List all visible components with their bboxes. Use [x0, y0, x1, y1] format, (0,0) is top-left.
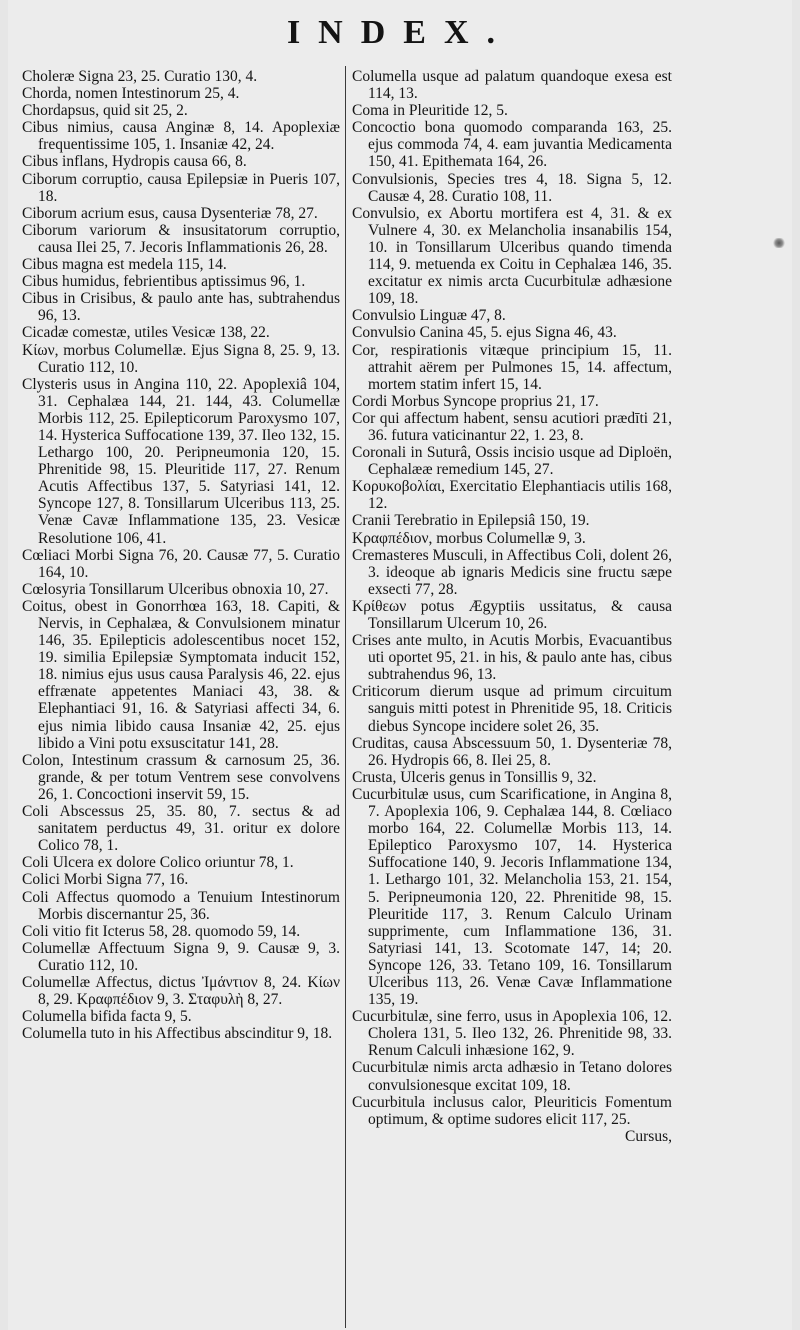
index-entry: Coli Abscessus 25, 35. 80, 7. sectus & ad sanitatem perductus 49, 31. oritur ex dolore Colico 78, 1.	[22, 803, 340, 855]
index-entry: Columellæ Affectuum Signa 9, 9. Causæ 9, 3. Curatio 112, 10.	[22, 939, 340, 974]
index-entry: Cucurbitula inclusus calor, Pleuriticis Fomentum optimum, & optime sudores elicit 117, 25.	[352, 1093, 672, 1128]
index-entry: Coronali in Suturâ, Ossis incisio usque ad Diploën, Cephalææ remedium 145, 27.	[352, 444, 672, 479]
index-entry: Ciborum acrium esus, causa Dysenteriæ 78, 27.	[22, 204, 318, 222]
index-entry: Cremasteres Musculi, in Affectibus Coli, dolent 26, 3. ideoque ab ignaris Medicis sine fructu sæpe exsecti 77, 28.	[352, 546, 672, 598]
column-divider	[345, 66, 346, 1328]
index-entry: Coli Ulcera ex dolore Colico oriuntur 78, 1.	[22, 854, 294, 872]
index-entry: Cor qui affectum habent, sensu acutiori prædīti 21, 36. futura vaticinantur 22, 1. 23, 8.	[352, 409, 672, 444]
index-entry: Columellæ Affectus, dictus Ἰμάντιον 8, 24. Κίων 8, 29. Κραφπέδιον 9, 3. Σταφυλὴ 8, 27.	[22, 973, 340, 1009]
index-entry: Cicadæ comestæ, utiles Vesicæ 138, 22.	[22, 324, 270, 342]
index-entry: Cœliaci Morbi Signa 76, 20. Causæ 77, 5. Curatio 164, 10.	[22, 546, 340, 581]
index-entry: Cœlosyria Tonsillarum Ulceribus obnoxia 10, 27.	[22, 580, 329, 598]
index-entry: Chorda, nomen Intestinorum 25, 4.	[22, 85, 240, 103]
index-entry: Clysteris usus in Angina 110, 22. Apoplexiâ 104, 31. Cephalæa 144, 21. 144, 43. Columellæ Morbis 112, 25. Epilepticorum Paroxysmo 107, 14. Hysterica Suffocatione 139, 37. Ileo 132, 15. Lethargo 100, 20. Peripneumonia 120, 15. Phrenitide 98, 15. Pleuritide 117, 27. Renum Acutis Affectibus 137, 5. Satyriasi 141, 12. Syncope 127, 8. Tonsillarum Ulceribus 113, 25. Venæ Cavæ Inflammatione 135, 23. Vesicæ Resolutione 106, 41.	[22, 375, 340, 547]
index-entry: Colon, Intestinum crassum & carnosum 25, 36. grande, & per totum Ventrem sese convolvens 26, 1. Concoctioni inservit 59, 15.	[22, 751, 340, 803]
index-entry: Cruditas, causa Abscessuum 50, 1. Dysenteriæ 78, 26. Hydropis 66, 8. Ilei 25, 8.	[352, 734, 672, 769]
index-entry: Columella tuto in his Affectibus abscinditur 9, 18.	[22, 1025, 333, 1043]
index-entry: Choleræ Signa 23, 25. Curatio 130, 4.	[22, 68, 258, 85]
index-entry: Coma in Pleuritide 12, 5.	[352, 102, 508, 120]
index-entry: Cibus inflans, Hydropis causa 66, 8.	[22, 153, 247, 171]
index-entry: Coitus, obest in Gonorrhœa 163, 18. Capiti, & Nervis, in Cephalæa, & Convulsionem minatur 146, 35. Epilepticis adolescentibus nocet 152, 19. similia Epilepsiæ Symptomata inducit 152, 18. nimius ejus usus causa Paralysis 46, 22. ejus effrænate appetentes Maniaci 43, 38. & Elephantiaci 91, 16. & Satyriasi affecti 34, 6. ejus nimia libido causa Insaniæ 42, 25. ejus libido a Vini potu exsuscitatur 141, 28.	[22, 597, 340, 752]
index-entry: Crises ante multo, in Acutis Morbis, Evacuantibus uti oportet 95, 21. in his, & paulo ante has, cibus subtrahendus 96, 13.	[352, 632, 672, 684]
index-entry: Columella usque ad palatum quandoque exesa est 114, 13.	[352, 68, 672, 103]
index-entry: Convulsio Canina 45, 5. ejus Signa 46, 43.	[352, 324, 617, 342]
index-entry: Convulsio Linguæ 47, 8.	[352, 307, 506, 325]
index-entry: Cibus humidus, febrientibus aptissimus 96, 1.	[22, 273, 306, 291]
index-entry: Cucurbitulæ usus, cum Scarificatione, in Angina 8, 7. Apoplexia 106, 9. Cephalæa 144, 8. Cœliaco morbo 164, 22. Columellæ Morbis 113, 14. Epileptico Paroxysmo 107, 14. Hysterica Suffocatione 140, 9. Jecoris Inflammatione 134, 1. Lethargo 101, 32. Melancholia 153, 21. 154, 5. Peripneumonia 120, 22. Phrenitide 98, 15. Pleuritide 117, 3. Renum Calculo Urinam supprimente, cum Inflammatione 136, 31. Satyriasi 141, 13. Scotomate 147, 14; 20. Syncope 126, 33. Tetano 109, 16. Tonsillarum Ulceribus 113, 26. Venæ Cavæ Inflammatione 135, 19.	[352, 785, 672, 1009]
index-column-right	[352, 68, 672, 1145]
index-entry: Κορυκοβολίαι, Exercitatio Elephantiacis utilis 168, 12.	[352, 478, 672, 513]
index-entry: Cucurbitulæ nimis arcta adhæsio in Tetano dolores convulsionesque excitat 109, 18.	[352, 1059, 672, 1094]
index-entry: Cranii Terebratio in Epilepsiâ 150, 19.	[352, 512, 590, 530]
index-entry: Ciborum corruptio, causa Epilepsiæ in Pueris 107, 18.	[22, 170, 340, 205]
index-entry: Κρίθεων potus Ægyptiis ussitatus, & causa Tonsillarum Ulcerum 10, 26.	[352, 597, 672, 632]
index-entry: Concoctio bona quomodo comparanda 163, 25. ejus commoda 74, 4. eam juvantia Medicamenta 150, 41. Epithemata 164, 26.	[352, 119, 672, 171]
index-entry: Coli Affectus quomodo a Tenuium Intestinorum Morbis discernantur 25, 36.	[22, 888, 340, 923]
index-entry: Crusta, Ulceris genus in Tonsillis 9, 32.	[352, 768, 597, 786]
index-entry: Cordi Morbus Syncope proprius 21, 17.	[352, 392, 599, 410]
page-title: INDEX.	[286, 14, 514, 51]
catchword: Cursus,	[625, 1127, 672, 1145]
index-entry: Cibus magna est medela 115, 14.	[22, 256, 227, 274]
index-entry: Coli vitio fit Icterus 58, 28. quomodo 59, 14.	[22, 922, 301, 940]
index-entry: Convulsionis, Species tres 4, 18. Signa 5, 12. Causæ 4, 28. Curatio 108, 11.	[352, 170, 672, 205]
index-entry: Cibus nimius, causa Anginæ 8, 14. Apoplexiæ frequentissime 105, 1. Insaniæ 42, 24.	[22, 119, 340, 154]
index-entry: Columella bifida facta 9, 5.	[22, 1008, 192, 1026]
index-entry: Chordapsus, quid sit 25, 2.	[22, 102, 188, 120]
index-entry: Convulsio, ex Abortu mortifera est 4, 31. & ex Vulnere 4, 30. ex Melancholia insanabilis 154, 10. in Tonsillarum Ulceribus quando timenda 114, 9. metuenda ex Coitu in Cephalæa 146, 35. excitatur ex nimis arcta Cucurbitulæ adhæsione 109, 18.	[352, 204, 672, 308]
index-entry: Criticorum dierum usque ad primum circuitum sanguis mitti potest in Phrenitide 95, 18. Criticis diebus Syncope incidere solet 26, 35.	[352, 683, 672, 735]
index-entry: Κραφπέδιον, morbus Columellæ 9, 3.	[352, 529, 586, 547]
index-entry: Cibus in Crisibus, & paulo ante has, subtrahendus 96, 13.	[22, 290, 340, 325]
index-entry: Cucurbitulæ, sine ferro, usus in Apoplexia 106, 12. Cholera 131, 5. Ileo 132, 26. Phrenitide 98, 33. Renum Calculi inhæsione 162, 9.	[352, 1008, 672, 1060]
index-entry: Κίων, morbus Columellæ. Ejus Signa 8, 25. 9, 13. Curatio 112, 10.	[22, 341, 340, 376]
index-entry: Cor, respirationis vitæque principium 15, 11. attrahit aërem per Pulmones 15, 14. affectum, mortem statim infert 15, 14.	[352, 341, 672, 393]
index-entry: Ciborum variorum & insusitatorum corruptio, causa Ilei 25, 7. Jecoris Inflammationis 26, 28.	[22, 221, 340, 256]
index-entry: Colici Morbi Signa 77, 16.	[22, 871, 189, 889]
index-column-left	[22, 68, 340, 1042]
ink-blot	[772, 238, 786, 248]
